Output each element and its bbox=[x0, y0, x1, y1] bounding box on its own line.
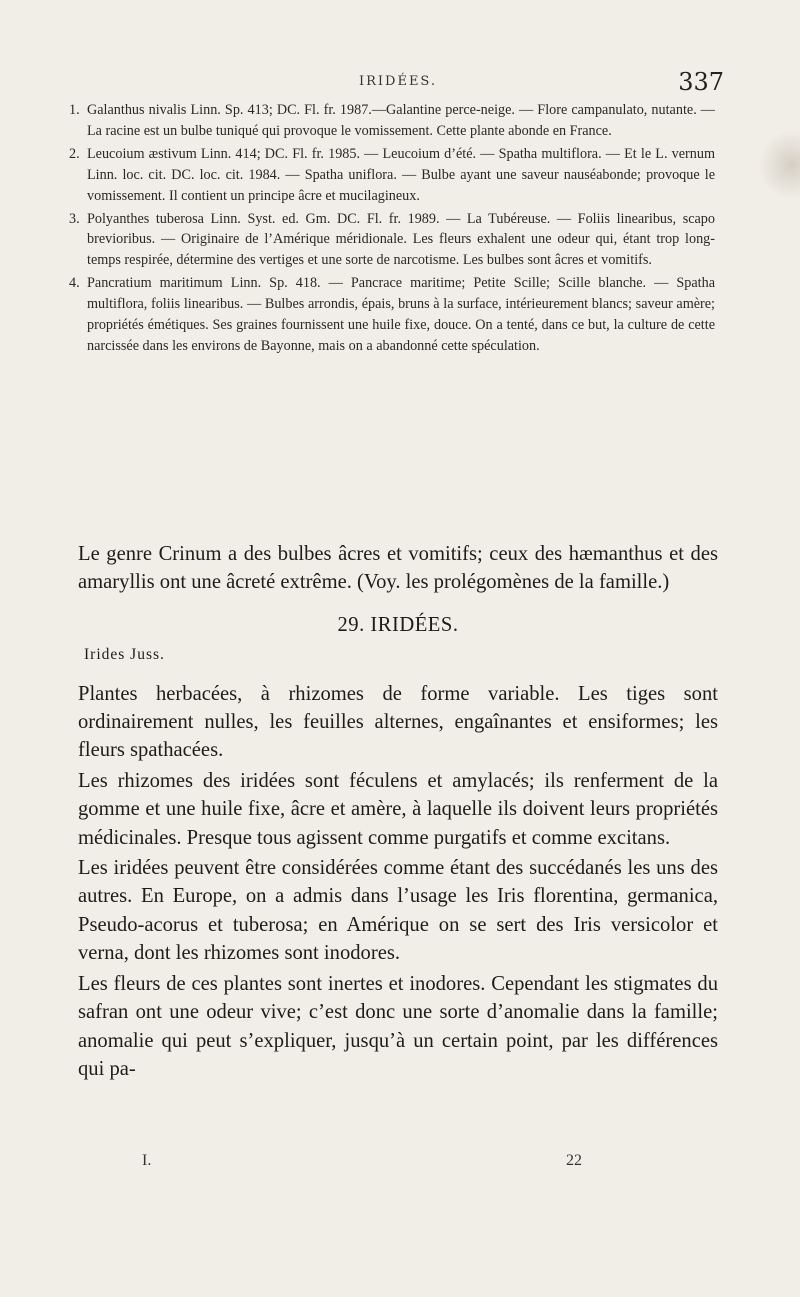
intro-paragraph: Le genre Crinum a des bulbes âcres et vomitifs; ceux des hæmanthus et des amaryllis ont une âcreté extrême. (Voy. les prolégomènes de la famille.) bbox=[78, 543, 718, 594]
page-footer bbox=[142, 1152, 602, 1176]
body-paragraph: Les rhizomes des iridées sont féculens et amylacés; ils renferment de la gomme et une huile fixe, âcre et amère, à laquelle ils doivent leurs propriétés médicinales. Presque tous agissent comme purgatifs et comme excitans. bbox=[78, 769, 718, 849]
main-text bbox=[78, 540, 718, 1085]
body-paragraph: Les iridées peuvent être considérées comme étant des succédanés les uns des autres. En Europe, on a admis dans l’usage les Iris florentina, germanica, Pseudo-acorus et tuberosa; en Amérique on se sert des Iris versicolor et verna, dont les rhizomes sont inodores. bbox=[78, 857, 718, 965]
paper-stain bbox=[758, 130, 800, 200]
note-text: Galanthus nivalis Linn. Sp. 413; DC. Fl. fr. 1987.—Galantine perce-neige. — Flore campanulato, nutante. — La racine est un bulbe tuniqué qui provoque le vomissement. Cette plante abonde en France. bbox=[87, 102, 715, 139]
note-text: Leucoium æstivum Linn. 414; DC. Fl. fr. 1985. — Leucoium d’été. — Spatha multiflora. — Et le L. vernum Linn. loc. cit. DC. loc. cit. 1984. — Spatha uniflora. — Bulbe ayant une saveur nauséabonde; provoque le vomissement. Il contient un principe âcre et mucilagineux. bbox=[87, 145, 715, 204]
volume-signature: I. bbox=[142, 1152, 152, 1169]
running-title: IRIDÉES. bbox=[358, 74, 438, 89]
section-heading: 29. IRIDÉES. bbox=[337, 613, 459, 636]
note-item bbox=[69, 273, 715, 357]
note-number: 3. bbox=[69, 210, 80, 227]
gathering-number: 22 bbox=[566, 1152, 582, 1169]
body-paragraph: Les fleurs de ces plantes sont inertes et inodores. Cependant les stigmates du safran ont une odeur vive; c’est donc une sorte d’anomalie dans la famille; anomalie qui peut s’expliquer, jusqu’à un certain point, par les différences qui pa- bbox=[78, 972, 718, 1080]
note-number: 2. bbox=[69, 145, 80, 162]
footnotes-block bbox=[69, 100, 715, 359]
note-item bbox=[69, 209, 715, 272]
body-paragraph: Plantes herbacées, à rhizomes de forme variable. Les tiges sont ordinairement nulles, les feuilles alternes, engaînantes et ensiformes; les fleurs spathacées. bbox=[78, 682, 718, 762]
page-number: 337 bbox=[678, 68, 724, 96]
note-number: 1. bbox=[69, 102, 80, 118]
note-item bbox=[69, 100, 715, 142]
note-text: Pancratium maritimum Linn. Sp. 418. — Pancrace maritime; Petite Scille; Scille blanche. — Spatha multiflora, foliis linearibus. — Bulbes arrondis, épais, bruns à la surface, intérieurement blancs; saveur amère; propriétés émétiques. Ses graines fournissent une huile fixe, douce. On a tenté, dans ce but, la culture de cette narcissée dans les environs de Bayonne, mais on a abandonné cette spéculation. bbox=[87, 275, 715, 354]
note-number: 4. bbox=[69, 275, 80, 292]
family-author: Irides Juss. bbox=[84, 646, 165, 664]
note-text: Polyanthes tuberosa Linn. Syst. ed. Gm. DC. Fl. fr. 1989. — La Tubéreuse. — Foliis linearibus, scapo brevioribus. — Originaire de l’Amérique méridionale. Les fleurs exhalent une odeur qui, étant trop long-temps respirée, détermine des vertiges et une sorte de narcotisme. Les bulbes sont âcres et vomitifs. bbox=[87, 210, 715, 269]
note-item bbox=[69, 144, 715, 207]
